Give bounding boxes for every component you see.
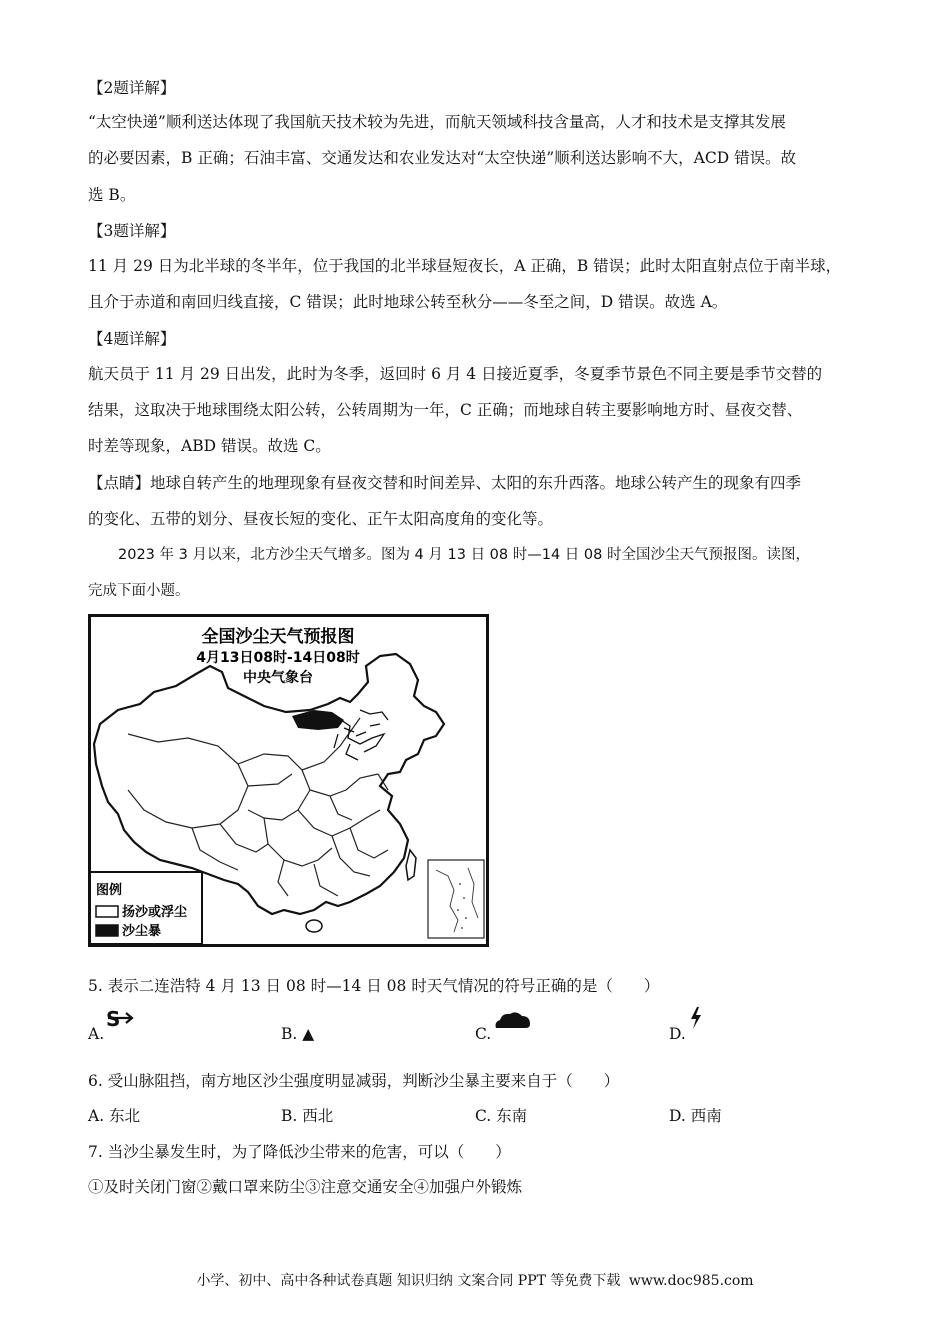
option-c[interactable]: C. xyxy=(475,1025,492,1043)
tip-heading: 【点睛】 xyxy=(88,474,151,492)
option-a[interactable]: A. 东北 xyxy=(88,1107,141,1125)
question-number: 5. xyxy=(88,977,103,995)
map-publisher: 中央气象台 xyxy=(243,670,313,686)
paragraph-line: 航天员于 11 月 29 日出发，此时为冬季，返回时 6 月 4 日接近夏季，冬夏季节景色不同主要是季节交替的 xyxy=(88,365,823,383)
paragraph-line: 的必要因素，B 正确；石油丰富、交通发达和农业发达对“太空快递”顺利送达影响不大，ACD 错误。故 xyxy=(88,149,797,167)
paragraph-line: 结果，这取决于地球围绕太阳公转，公转周期为一年，C 正确；而地球自转主要影响地方时、昼夜交替、 xyxy=(88,401,803,419)
option-b[interactable]: B. ▲ xyxy=(281,1025,315,1043)
question-number: 6. xyxy=(88,1072,103,1090)
tip-line-1 xyxy=(88,473,801,493)
triangle-symbol: ▲ xyxy=(302,1025,315,1043)
paragraph-line: “太空快递”顺利送达体现了我国航天技术较为先进，而航天领域科技含量高，人才和技术是支撑其发展 xyxy=(88,113,786,131)
section-heading-2: 【2题详解】 xyxy=(88,79,176,97)
intro-line: 2023 年 3 月以来，北方沙尘天气增多。图为 4 月 13 日 08 时—14 日 08 时全国沙尘天气预报图。读图， xyxy=(118,547,810,563)
page-footer xyxy=(0,1270,950,1290)
footer-site-link[interactable]: www.doc985.com xyxy=(628,1273,754,1289)
paragraph-line: 11 月 29 日为北半球的冬半年，位于我国的北半球昼短夜长，A 正确，B 错误；此时太阳直射点位于南半球， xyxy=(88,257,842,275)
cloud-icon xyxy=(492,1010,532,1030)
dust-forecast-map xyxy=(88,614,492,948)
legend-label-sandstorm: 沙尘暴 xyxy=(122,924,162,939)
option-d[interactable]: D. xyxy=(669,1025,686,1043)
question-stem: 表示二连浩特 4 月 13 日 08 时—14 日 08 时天气情况的符号正确的是（ ） xyxy=(107,977,660,995)
sandstorm-symbol-icon xyxy=(104,1006,134,1030)
section-heading-4: 【4题详解】 xyxy=(88,330,176,348)
map-subtitle: 4月13日08时-14日08时 xyxy=(196,650,360,666)
option-c[interactable]: C. 东南 xyxy=(475,1107,528,1125)
option-b[interactable]: B. 西北 xyxy=(281,1107,334,1125)
tip-text: 地球自转产生的地理现象有昼夜交替和时间差异、太阳的东升西落。地球公转产生的现象有四季 xyxy=(150,474,802,492)
legend-swatch-sandstorm xyxy=(96,925,118,936)
paragraph-line: 选 B。 xyxy=(88,186,136,204)
footer-text: 小学、初中、高中各种试卷真题 知识归纳 文案合同 PPT 等免费下载 xyxy=(196,1273,621,1289)
paragraph-line: 且介于赤道和南回归线直接，C 错误；此时地球公转至秋分——冬至之间，D 错误。故选 A。 xyxy=(88,293,728,311)
svg-text:S: S xyxy=(106,1007,121,1030)
question-7-choices: ①及时关闭门窗②戴口罩来防尘③注意交通安全④加强户外锻炼 xyxy=(88,1178,523,1196)
paragraph-line: 的变化、五带的划分、昼夜长短的变化、正午太阳高度角的变化等。 xyxy=(88,510,554,528)
question-number: 7. xyxy=(88,1143,103,1161)
question-6 xyxy=(88,1071,619,1091)
question-stem: 当沙尘暴发生时，为了降低沙尘带来的危害，可以（ ） xyxy=(107,1143,511,1161)
question-7 xyxy=(88,1142,511,1162)
section-heading-3: 【3题详解】 xyxy=(88,222,176,240)
paragraph-line: 时差等现象，ABD 错误。故选 C。 xyxy=(88,437,331,455)
option-d[interactable]: D. 西南 xyxy=(669,1107,722,1125)
question-5 xyxy=(88,976,659,996)
legend-title: 图例 xyxy=(96,883,123,898)
question-stem: 受山脉阻挡，南方地区沙尘强度明显减弱，判断沙尘暴主要来自于（ ） xyxy=(107,1072,620,1090)
map-title: 全国沙尘天气预报图 xyxy=(201,627,355,647)
china-map-figure xyxy=(88,614,492,948)
option-a[interactable]: A. xyxy=(88,1025,105,1043)
lightning-icon xyxy=(688,1006,704,1030)
legend-label-dust: 扬沙或浮尘 xyxy=(122,905,188,920)
intro-line: 完成下面小题。 xyxy=(88,583,190,599)
legend-swatch-dust xyxy=(96,906,118,917)
